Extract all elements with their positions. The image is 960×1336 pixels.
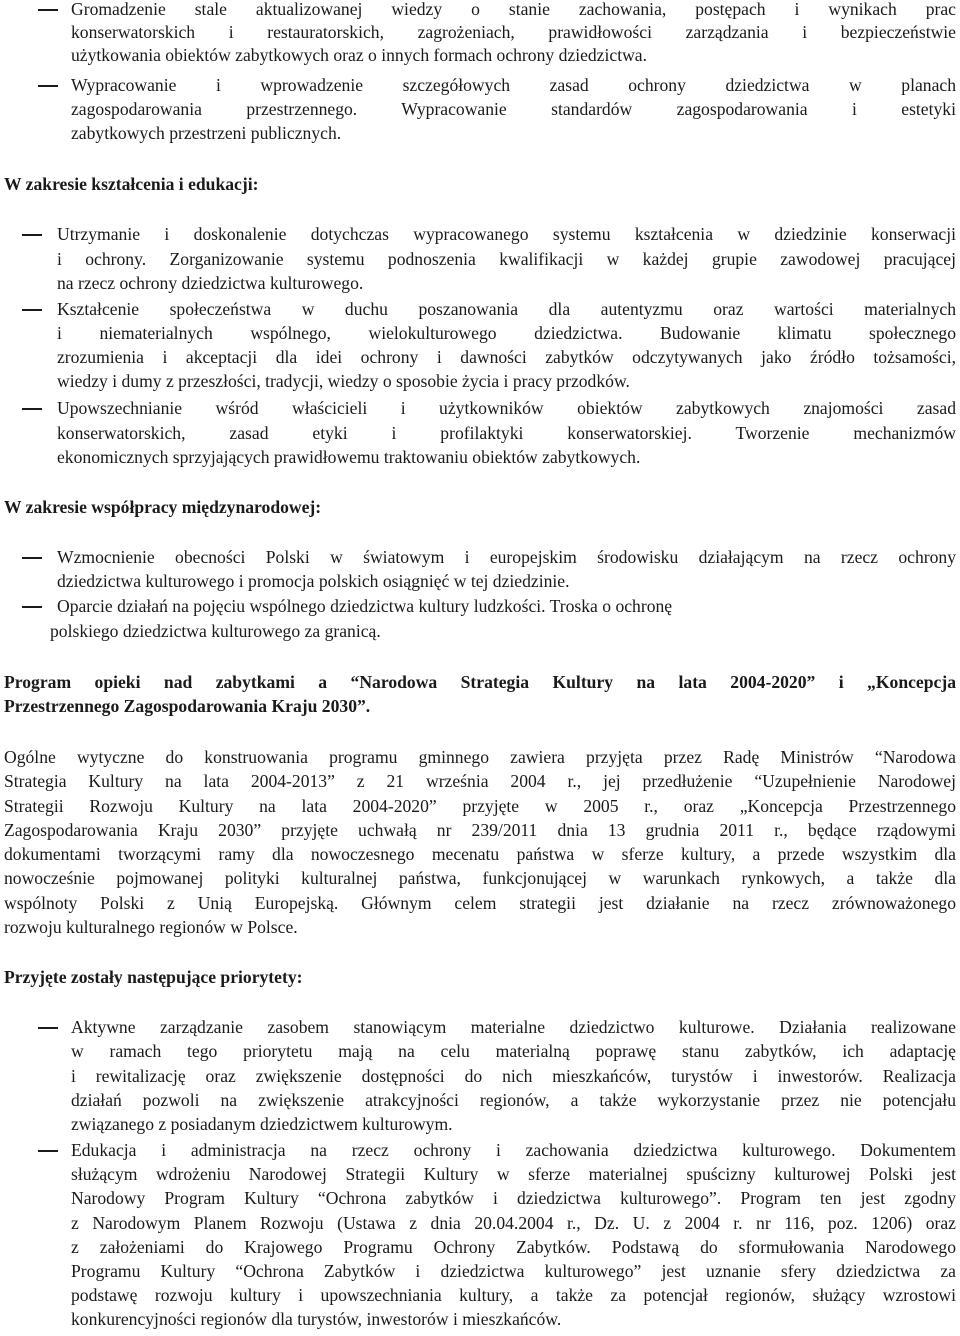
section-heading: Przestrzennego Zagospodarowania Kraju 2030”. (4, 696, 371, 716)
section-heading: W zakresie kształcenia i edukacji: (4, 174, 259, 194)
text-line: Wzmocnienie obecności Polski w światowym i europejskim środowisku działającym na rzecz ochrony (57, 547, 956, 567)
text-line: Utrzymanie i doskonalenie dotychczas wypracowanego systemu kształcenia w dziedzinie konserwacji (57, 224, 956, 244)
text-line: ekonomicznych sprzyjających prawidłowemu traktowaniu obiektów zabytkowych. (57, 447, 641, 467)
text-line: dziedzictwa kulturowego i promocja polskich osiągnięć w tej dziedzinie. (57, 571, 570, 591)
text-line: wiedzy i dumy z przeszłości, tradycji, wiedzy o sposobie życia i pracy przodków. (57, 371, 630, 391)
text-line: konkurencyjności regionów dla turystów, inwestorów i mieszkańców. (71, 1309, 562, 1329)
text-line: polskiego dziedzictwa kulturowego za granicą. (50, 621, 381, 641)
text-line: Kształcenie społeczeństwa w duchu poszanowania dla autentyzmu oraz wartości materialnych (57, 299, 956, 319)
text-line: rozwoju kulturalnego regionów w Polsce. (4, 917, 298, 937)
text-line: podstawę rozwoju kultury i upowszechniania kultury, a także za potencjał regionów, służący wzrostowi (71, 1285, 956, 1305)
text-line: w ramach tego priorytetu mają na celu materialną poprawę stanu zabytków, ich adaptację (71, 1041, 956, 1061)
text-line: Oparcie działań na pojęciu wspólnego dziedzictwa kultury ludzkości. Troska o ochronę (57, 596, 673, 616)
bullet-dash (38, 1027, 58, 1029)
text-line: użytkowania obiektów zabytkowych oraz o innych formach ochrony dziedzictwa. (71, 45, 647, 65)
text-line: Strategia Kultury na lata 2004-2013” z 21 września 2004 r., jej przedłużenie “Uzupełnienie Narodowej (4, 771, 956, 791)
bullet-dash (38, 9, 58, 11)
text-line: konserwatorskich, zasad etyki i profilaktyki konserwatorskiej. Tworzenie mechanizmów (57, 423, 956, 443)
text-line: Zagospodarowania Kraju 2030” przyjęte uchwałą nr 239/2011 dnia 13 grudnia 2011 r., będące rządowymi (4, 820, 956, 840)
text-line: konserwatorskich i restauratorskich, zagrożeniach, prawidłowości zarządzania i bezpieczeństwie (71, 22, 956, 42)
text-line: Aktywne zarządzanie zasobem stanowiącym materialne dziedzictwo kulturowe. Działania realizowane (71, 1017, 956, 1037)
text-line: zagospodarowania przestrzennego. Wypracowanie standardów zagospodarowania i estetyki (71, 99, 956, 119)
bullet-dash (22, 606, 42, 608)
section-heading: Program opieki nad zabytkami a “Narodowa Strategia Kultury na lata 2004-2020” i „Koncepcja (4, 672, 956, 692)
bullet-dash (22, 309, 42, 311)
section-heading: Przyjęte zostały następujące priorytety: (4, 967, 303, 987)
text-line: zabytkowych przestrzeni publicznych. (71, 123, 342, 143)
text-line: nowocześnie pojmowanej polityki kulturalnej państwa, funkcjonującej w warunkach rynkowych, a także dla (4, 868, 956, 888)
text-line: Wypracowanie i wprowadzenie szczegółowych zasad ochrony dziedzictwa w planach (71, 75, 956, 95)
text-line: zrozumienia i akceptacji dla idei ochrony i dawności zabytków odczytywanych jako źródło tożsamości, (57, 347, 956, 367)
text-line: Edukacja i administracja na rzecz ochrony i zachowania dziedzictwa kulturowego. Dokumentem (71, 1140, 956, 1160)
text-line: związanego z posiadanym dziedzictwem kulturowym. (71, 1114, 453, 1134)
text-line: z założeniami do Krajowego Programu Ochrony Zabytków. Podstawą do sformułowania Narodowego (71, 1237, 956, 1257)
text-line: Upowszechnianie wśród właścicieli i użytkowników obiektów zabytkowych znajomości zasad (57, 398, 956, 418)
text-line: dokumentami tworzącymi ramy dla nowoczesnego mecenatu państwa w sferze kultury, a przede wszystkim dla (4, 844, 956, 864)
text-line: na rzecz ochrony dziedzictwa kulturowego. (57, 273, 364, 293)
text-line: z Narodowym Planem Rozwoju (Ustawa z dnia 20.04.2004 r., Dz. U. z 2004 r. nr 116, poz. 1206) oraz (71, 1213, 956, 1233)
bullet-dash (38, 85, 58, 87)
text-line: Gromadzenie stale aktualizowanej wiedzy o stanie zachowania, postępach i wynikach prac (71, 0, 956, 19)
bullet-dash (22, 408, 42, 410)
text-line: Strategii Rozwoju Kultury na lata 2004-2020” przyjęte w 2005 r., oraz „Koncepcja Przestrzennego (4, 796, 956, 816)
text-line: i niematerialnych wspólnego, wielokulturowego dziedzictwa. Budowanie klimatu społecznego (57, 323, 956, 343)
bullet-dash (38, 1150, 58, 1152)
text-line: Narodowy Program Kultury “Ochrona zabytków i dziedzictwa kulturowego”. Program ten jest zgodny (71, 1188, 956, 1208)
bullet-dash (22, 234, 42, 236)
text-line: działań pozwoli na zwiększenie atrakcyjności regionów, a także wykorzystanie przez nie potencjału (71, 1090, 956, 1110)
text-line: i rewitalizację oraz zwiększenie dostępności do nich mieszkańców, turystów i inwestorów. Realizacja (71, 1066, 956, 1086)
text-line: Ogólne wytyczne do konstruowania programu gminnego zawiera przyjęta przez Radę Ministrów “Narodowa (4, 747, 956, 767)
text-line: Programu Kultury “Ochrona Zabytków i dziedzictwa kulturowego” jest uznanie sfery dziedzictwa za (71, 1261, 956, 1281)
text-line: i ochrony. Zorganizowanie systemu podnoszenia kwalifikacji w każdej grupie zawodowej pracującej (57, 249, 956, 269)
text-line: wspólnoty Polski z Unią Europejską. Głównym celem strategii jest działanie na rzecz zrównoważonego (4, 893, 956, 913)
bullet-dash (22, 557, 42, 559)
section-heading: W zakresie współpracy międzynarodowej: (4, 497, 322, 517)
text-line: służącym wdrożeniu Narodowej Strategii Kultury w sferze materialnej spuścizny kulturowej Polski jest (71, 1164, 956, 1184)
